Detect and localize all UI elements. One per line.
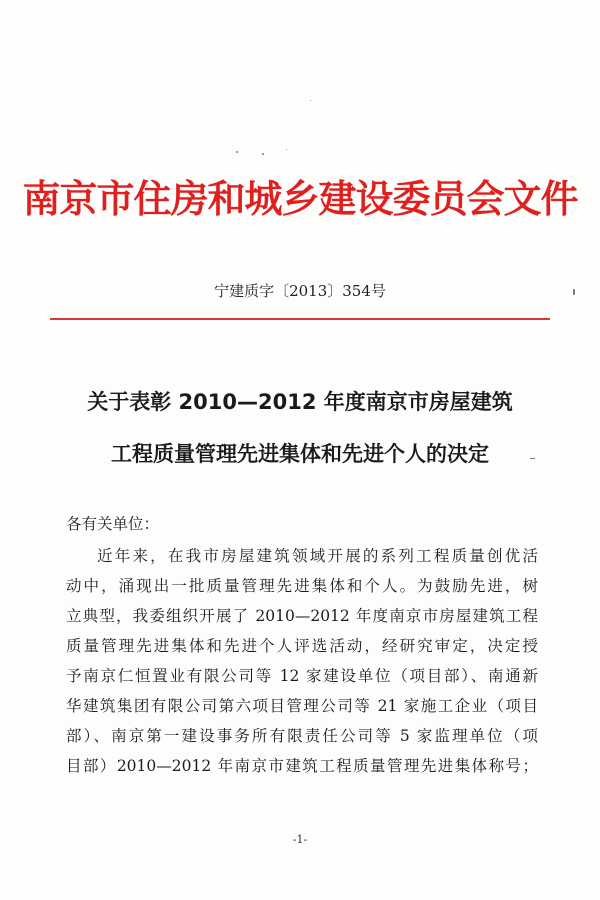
scan-speck <box>236 151 238 153</box>
red-separator-rule <box>50 318 550 320</box>
body-paragraph <box>66 541 538 781</box>
document-title-line-1: 关于表彰 2010—2012 年度南京市房屋建筑 <box>87 390 513 414</box>
body-line: 质量管理先进集体和先进个人评选活动，经研究审定，决定授 <box>66 637 538 655</box>
scan-speck <box>530 458 535 459</box>
document-number: 宁建质字〔2013〕354号 <box>214 282 386 300</box>
body-line: 予南京仁恒置业有限公司等 12 家建设单位（项目部）、南通新 <box>66 667 538 685</box>
scan-speck <box>262 153 264 155</box>
document-title-line-2: 工程质量管理先进集体和先进个人的决定 <box>111 442 489 466</box>
body-line: 近年来，在我市房屋建筑领域开展的系列工程质量创优活 <box>97 547 538 565</box>
scan-speck <box>310 100 311 101</box>
body-line: 动中，涌现出一批质量管理先进集体和个人。为鼓励先进，树 <box>66 577 538 595</box>
issuing-authority-header: 南京市住房和城乡建设委员会文件 <box>22 176 578 221</box>
body-line: 目部）2010—2012 年南京市建筑工程质量管理先进集体称号； <box>66 757 538 775</box>
body-line: 部）、南京第一建设事务所有限责任公司等 5 家监理单位（项 <box>66 727 538 745</box>
salutation: 各有关单位： <box>66 515 160 533</box>
page-number: -1- <box>292 833 308 846</box>
body-line: 华建筑集团有限公司第六项目管理公司等 21 家施工企业（项目 <box>66 697 538 715</box>
body-line: 立典型，我委组织开展了 2010—2012 年度南京市房屋建筑工程 <box>66 607 538 625</box>
scan-speck <box>573 289 575 295</box>
scan-speck <box>286 149 287 150</box>
